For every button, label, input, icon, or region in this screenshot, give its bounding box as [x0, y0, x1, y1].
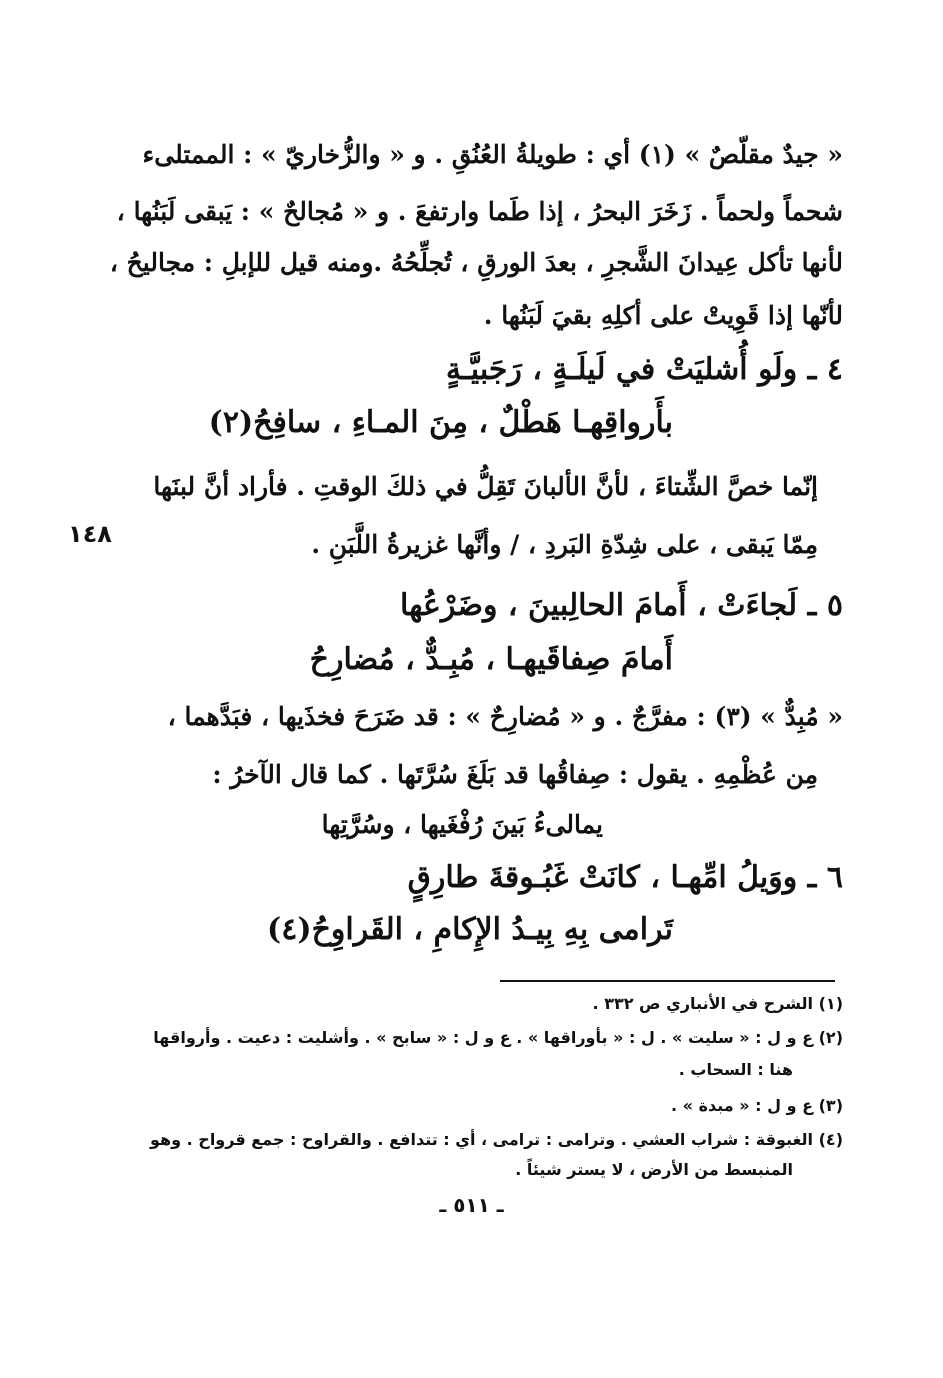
text-line-3: لأنها تأكل عِيدانَ الشَّجرِ ، بعدَ الورقِ ، تُجلِّحُهُ .ومنه قيل للإبلِ : مجاليحُ ،: [109, 248, 843, 277]
verse-5-second-hemistich: أَمامَ صِفاقَيهـا ، مُبِـدٌّ ، مُضارِحُ: [309, 642, 673, 677]
footnote-1: (١) الشرح في الأنباري ص ٣٣٢ .: [592, 994, 843, 1013]
text-line-1: « جيدٌ مقلّصٌ » (١) أي : طويلةُ العُنُقِ . و « والزُّخاريّ » : الممتلىء: [142, 140, 843, 169]
footnote-4-continued: المنبسط من الأرض ، لا يستر شيئاً .: [515, 1160, 793, 1179]
footnote-4: (٤) الغبوقة : شراب العشي . وترامى : ترامى ، أي : تتدافع . والقراوح : جمع قرواح . وهو: [150, 1130, 843, 1149]
footnote-2: (٢) ع و ل : « سليت » . ل : « بأوراقها » . ع و ل : « سابح » . وأشليت : دعيت . وأرواقها: [153, 1028, 843, 1047]
footnote-3: (٣) ع و ل : « مبدة » .: [671, 1096, 843, 1115]
explanation-4-line-2: مِمّا يَبقى ، على شِدّةِ البَردِ ، / وأنَّها غزيرةُ اللَّبَنِ .: [311, 530, 818, 559]
margin-page-reference: ١٤٨: [68, 520, 112, 548]
text-line-4: لأنّها إذا قَوِيتْ على أكلِهِ بقيَ لَبَنُها .: [483, 301, 843, 330]
text-line-2: شحماً ولحماً . زَخَرَ البحرُ ، إذا طَما وارتفعَ . و « مُجالحٌ » : يَبقى لَبَنُها ،: [116, 197, 843, 226]
explanation-4-line-1: إنّما خصَّ الشِّتاءَ ، لأنَّ الألبانَ تَقِلُّ في ذلكَ الوقتِ . فأراد أنَّ لبنَها: [153, 472, 818, 501]
verse-4-second-hemistich: بأَرواقِهـا هَطْلٌ ، مِنَ المـاءِ ، سافِحُ(٢): [208, 405, 673, 440]
quoted-hemistich: يمالىءُ بَينَ رُفْغَيها ، وسُرَّتِها: [321, 810, 603, 839]
verse-6-second-hemistich: تَرامى بِهِ بِيـدُ الإِكامِ ، القَراوِحُ(٤): [267, 912, 673, 947]
verse-6-first-hemistich: ٦ ـ ووَيلُ امِّهـا ، كانَتْ غَبُـوقةَ طارِقٍ: [407, 860, 843, 895]
verse-5-first-hemistich: ٥ ـ لَجاءَتْ ، أَمامَ الحالِبينَ ، وضَرْعُها: [400, 588, 843, 623]
explanation-5-line-1: « مُبِدٌّ » (٣) : مفرَّجٌ . و « مُضارِحٌ » : قد ضَرَحَ فخذَيها ، فبَدَّهما ،: [167, 702, 843, 731]
footnote-separator: [500, 980, 835, 982]
page-number: ـ ٥١١ ـ: [439, 1193, 504, 1217]
footnote-2-continued: هنا : السحاب .: [678, 1060, 793, 1079]
explanation-5-line-2: مِن عُظْمِهِ . يقول : صِفاقُها قد بَلَغَ سُرَّتَها . كما قال الآخرُ :: [212, 760, 818, 789]
verse-4-first-hemistich: ٤ ـ ولَو أُشليَتْ في لَيلَـةٍ ، رَجَبيَّـةٍ: [445, 352, 843, 387]
